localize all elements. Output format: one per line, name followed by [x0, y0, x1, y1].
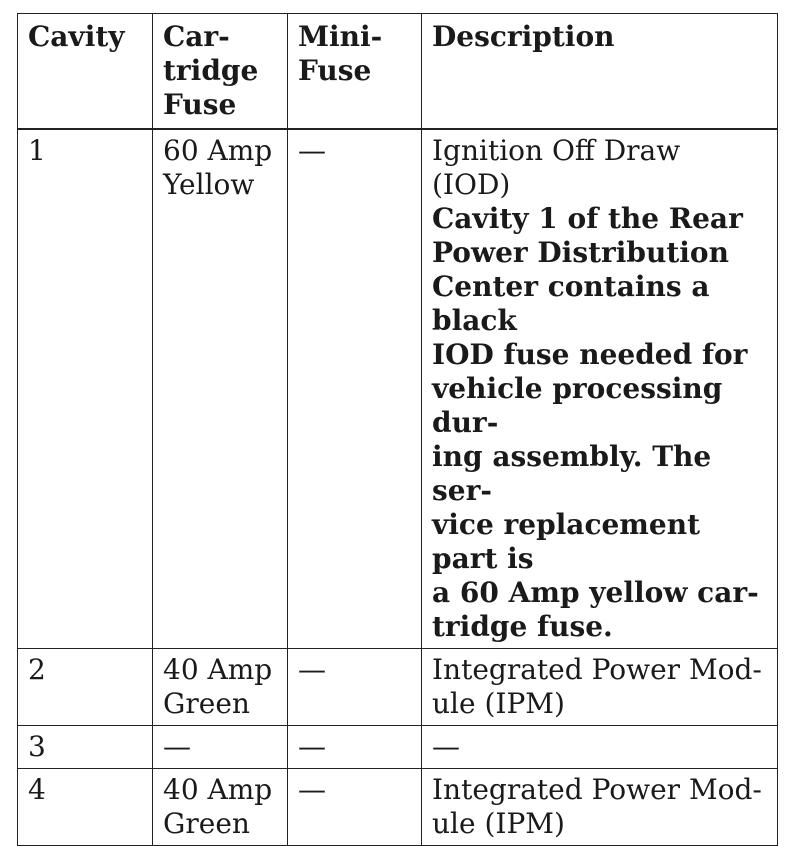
description-note: IOD fuse needed for: [432, 338, 748, 371]
cartridge-fuse-cell: [153, 129, 288, 649]
table-row: [18, 769, 778, 846]
header-description: [422, 14, 778, 130]
description-note: vice replacement part is: [432, 508, 701, 575]
table-row: [18, 649, 778, 726]
cavity-cell: [18, 649, 153, 726]
cartridge-fuse-cell: [153, 726, 288, 769]
description-note: vehicle processing dur-: [432, 372, 723, 439]
mini-fuse-cell: [288, 726, 422, 769]
table-body: [18, 129, 778, 846]
header-cavity: [18, 14, 153, 130]
cartridge-fuse-text: 40 Amp: [163, 773, 273, 806]
cavity-number: 3: [28, 730, 46, 763]
header-mini-fuse: [288, 14, 422, 130]
cavity-cell: [18, 726, 153, 769]
description-note: Power Distribution: [432, 236, 729, 269]
mini-fuse-text: —: [298, 773, 326, 806]
description-note: a 60 Amp yellow car-: [432, 576, 759, 609]
header-cartridge-line: Car-: [163, 20, 230, 53]
description-note: tridge fuse.: [432, 610, 613, 643]
fuse-table: [17, 13, 778, 846]
table-row: [18, 726, 778, 769]
cartridge-fuse-text: Green: [163, 807, 250, 840]
cavity-number: 2: [28, 653, 46, 686]
cartridge-fuse-text: —: [163, 730, 191, 763]
cavity-cell: [18, 769, 153, 846]
cartridge-fuse-cell: [153, 769, 288, 846]
cavity-number: 1: [28, 134, 46, 167]
description-cell: [422, 649, 778, 726]
cavity-number: 4: [28, 773, 46, 806]
table-row: [18, 129, 778, 649]
description-note: Cavity 1 of the Rear: [432, 202, 743, 235]
header-cartridge-fuse: [153, 14, 288, 130]
header-cavity-label: Cavity: [28, 20, 125, 53]
cartridge-fuse-text: 60 Amp: [163, 134, 273, 167]
description-text: Integrated Power Mod-: [432, 773, 762, 806]
mini-fuse-cell: [288, 769, 422, 846]
description-note: Center contains a black: [432, 270, 710, 337]
description-text: Ignition Off Draw (IOD): [432, 134, 681, 201]
description-cell: [422, 129, 778, 649]
cartridge-fuse-text: Green: [163, 687, 250, 720]
description-text: Integrated Power Mod-: [432, 653, 762, 686]
cartridge-fuse-cell: [153, 649, 288, 726]
cartridge-fuse-text: 40 Amp: [163, 653, 273, 686]
mini-fuse-text: —: [298, 730, 326, 763]
description-text: ule (IPM): [432, 807, 565, 840]
mini-fuse-cell: [288, 649, 422, 726]
header-mini-line: Mini-: [298, 20, 383, 53]
header-cartridge-line: Fuse: [163, 88, 237, 121]
mini-fuse-text: —: [298, 653, 326, 686]
header-cartridge-line: tridge: [163, 54, 259, 87]
cavity-cell: [18, 129, 153, 649]
description-cell: [422, 769, 778, 846]
description-text: ule (IPM): [432, 687, 565, 720]
description-text: —: [432, 730, 460, 763]
header-row: [18, 14, 778, 130]
mini-fuse-cell: [288, 129, 422, 649]
cartridge-fuse-text: Yellow: [163, 168, 255, 201]
description-note: ing assembly. The ser-: [432, 440, 712, 507]
header-mini-line: Fuse: [298, 54, 372, 87]
description-cell: [422, 726, 778, 769]
mini-fuse-text: —: [298, 134, 326, 167]
header-description-label: Description: [432, 20, 615, 53]
